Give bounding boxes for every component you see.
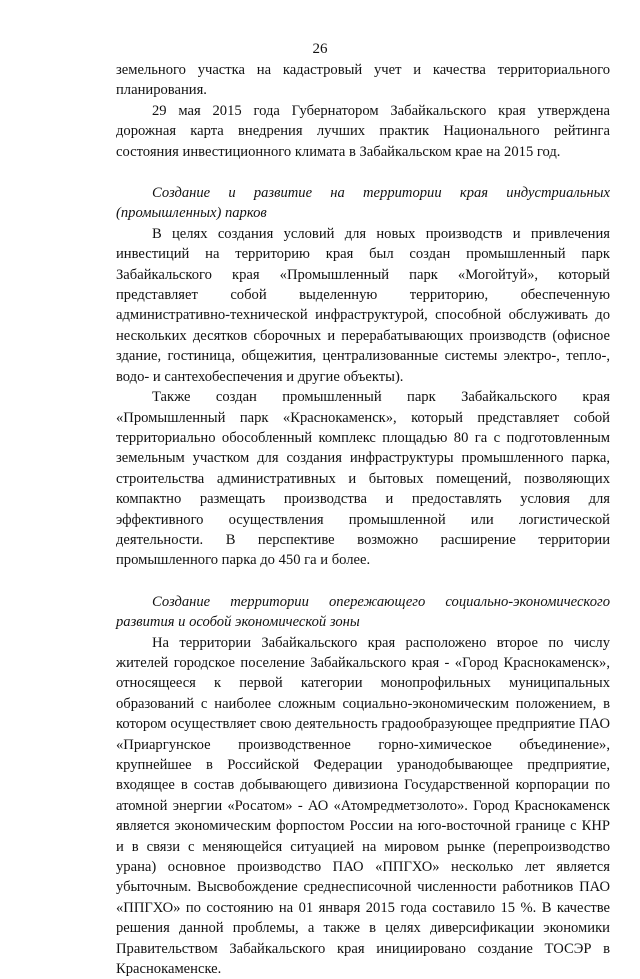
paragraph-roadmap: 29 мая 2015 года Губернатором Забайкальского края утверждена дорожная карта внедрения лучших практик Национального рейтинга состояния инвестиционного климата в Забайкальском крае на 2015 год. bbox=[116, 102, 610, 160]
paragraph-krasnokamensk-city: На территории Забайкальского края расположено второе по числу жителей городское поселение Забайкальского края - «Город Краснокаменск», относящееся к первой категории монопрофильных муниципальных образований с наиболее сложным социально-экономическим положением, в котором осуществляет свою деятельность градообразующее предприятие ПАО «Приаргунское производственное горно-химическое объединение», крупнейшее в Российской Федерации уранодобывающее предприятие, входящее в состав добывающего дивизиона Государственной корпорации по атомной энергии «Росатом» - АО «Атомредметзолото». Город Краснокаменск является экономическим форпостом России на юго-восточной границе с КНР и в связи с меняющейся ситуацией на мировом рынке (перепроизводство урана) основное производство ПАО «ППГХО» несколько лет является убыточным. Высвобождение среднесписочной численности работников ПАО «ППГХО» по состоянию на 01 января 2015 года составило 15 %. В качестве решения данной проблемы, а также в целях диверсификации экономики Правительством Забайкальского края инициировано создание ТОСЭР в Краснокаменске. bbox=[116, 634, 610, 978]
paragraph-mogoytuy-park: В целях создания условий для новых производств и привлечения инвестиций на территорию края был создан промышленный парк Забайкальского края «Промышленный парк «Могойтуй», который представляет собой выделенную территорию, обеспеченную административно-технической инфраструктурой, способной обслуживать до нескольких десятков сборочных и перерабатывающих производств (офисное здание, гостиница, общежития, централизованные системы электро-, тепло-, водо- и сантехобеспечения и другие объекты). bbox=[116, 225, 610, 385]
section-heading-industrial-parks: Создание и развитие на территории края индустриальных (промышленных) парков bbox=[116, 185, 610, 222]
paragraph-krasnokamensk-park: Также создан промышленный парк Забайкальского края «Промышленный парк «Краснокаменск», который представляет собой территориально обособленный комплекс площадью 80 га с подготовленным земельным участком для создания инфраструктуры промышленного парка, строительства административных и бытовых помещений, позволяющих компактно размещать производства и предоставлять условия для эффективного осуществления промышленной или логистической деятельности. В перспективе возможно расширение территории промышленного парка до 450 га и более. bbox=[116, 389, 610, 569]
paragraph-continuation: земельного участка на кадастровый учет и качества территориального планирования. bbox=[116, 62, 610, 99]
page-number: 26 bbox=[312, 41, 328, 57]
document-body bbox=[116, 60, 610, 979]
section-spacer bbox=[116, 162, 610, 183]
section-spacer bbox=[116, 571, 610, 592]
section-heading-advanced-development: Создание территории опережающего социально-экономического развития и особой экономической зоны bbox=[116, 593, 610, 631]
